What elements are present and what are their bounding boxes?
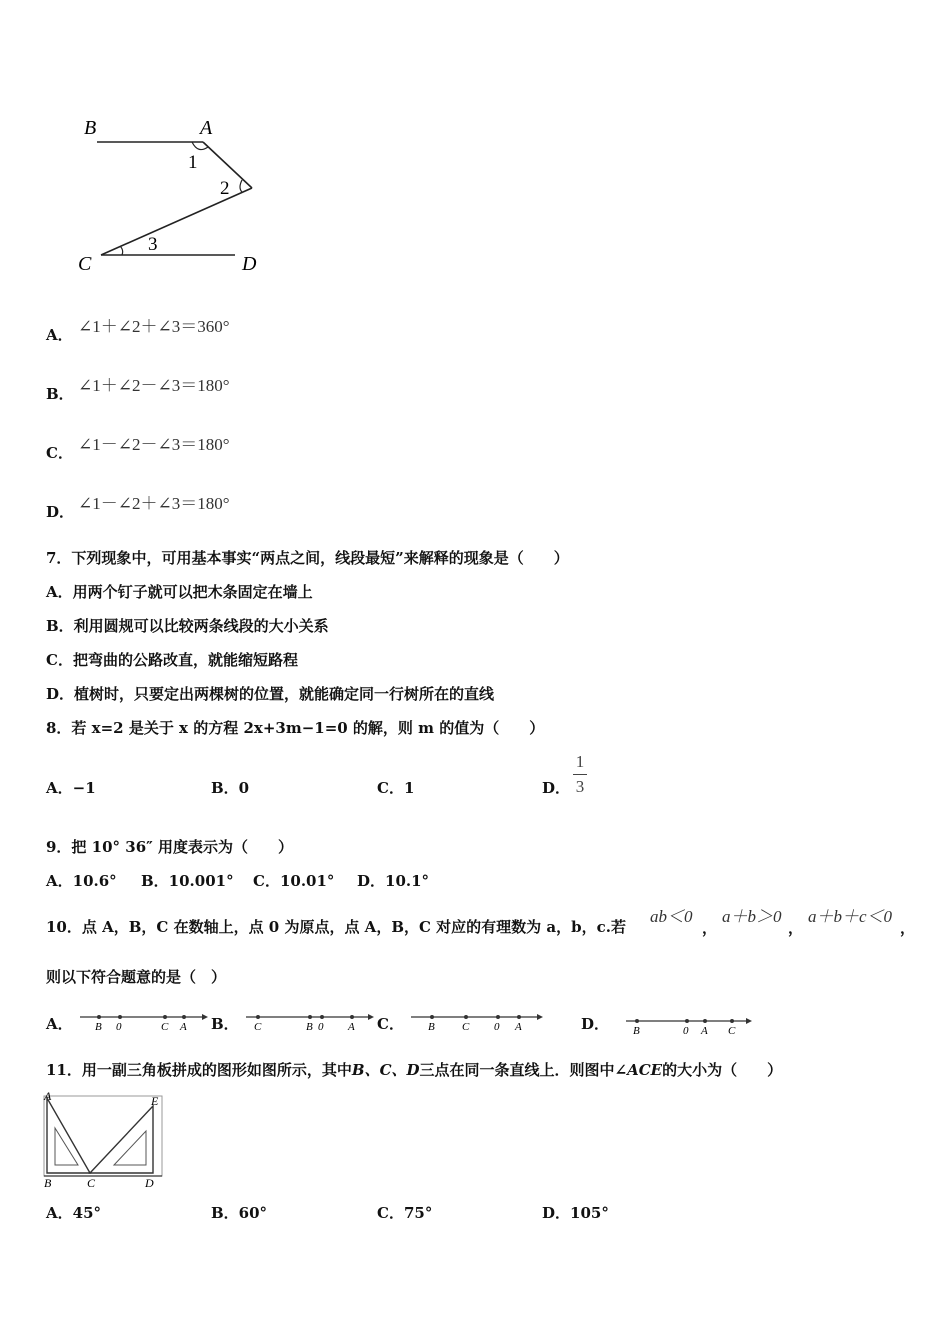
q6-option-d-expr: ∠1－∠2＋∠3＝180° xyxy=(78,494,230,513)
q11-option-a: A．45° xyxy=(46,1204,102,1222)
svg-text:B: B xyxy=(44,1176,52,1190)
svg-text:A: A xyxy=(701,1025,708,1036)
q6-option-c-expr: ∠1－∠2－∠3＝180° xyxy=(78,435,230,454)
q10-stem: 10．点 A，B，C 在数轴上，点 0 为原点，点 A，B，C 对应的有理数为 a，b，c.若 xyxy=(46,918,626,936)
fraction-bar xyxy=(573,774,587,775)
svg-text:B: B xyxy=(95,1021,102,1033)
svg-text:A: A xyxy=(44,1089,52,1103)
q6-option-c-label: C． xyxy=(46,444,73,462)
svg-text:D: D xyxy=(145,1176,154,1190)
q6-option-b-expr: ∠1＋∠2－∠3＝180° xyxy=(78,376,230,395)
q8-stem: 8．若 x=2 是关于 x 的方程 2x+3m−1=0 的解，则 m 的值为（ ） xyxy=(46,719,545,737)
q11-option-b: B．60° xyxy=(211,1204,268,1222)
svg-text:C: C xyxy=(728,1025,736,1036)
svg-text:C: C xyxy=(462,1021,470,1033)
svg-text:E: E xyxy=(151,1094,159,1108)
fraction-numerator: 1 xyxy=(575,752,585,771)
label-angle3: 3 xyxy=(148,234,158,255)
label-d: D xyxy=(242,253,257,275)
q10-numberline-a xyxy=(78,1008,210,1034)
q9-option-c: C．10.01° xyxy=(253,872,335,890)
q8-option-b: B．0 xyxy=(211,779,250,797)
svg-text:B: B xyxy=(633,1025,640,1036)
q10-cond-3: a＋b＋c＜0 xyxy=(808,907,893,926)
q10-cond-2: a＋b＞0 xyxy=(722,907,782,926)
q10-option-b-label: B． xyxy=(211,1015,239,1033)
label-angle2: 2 xyxy=(220,178,230,199)
q8-option-a: A．−1 xyxy=(46,779,96,797)
q7-option-b: B．利用圆规可以比较两条线段的大小关系 xyxy=(46,617,329,635)
label-c: C xyxy=(78,253,92,275)
q9-option-d: D．10.1° xyxy=(357,872,430,890)
q7-stem: 7．下列现象中，可用基本事实“两点之间，线段最短”来解释的现象是（ ） xyxy=(46,549,569,567)
angle2-arc xyxy=(240,180,242,192)
svg-text:C: C xyxy=(254,1021,262,1033)
q9-option-a: A．10.6° xyxy=(46,872,117,890)
label-angle1: 1 xyxy=(188,152,198,173)
q7-option-c: C．把弯曲的公路改直，就能缩短路程 xyxy=(46,651,298,669)
q10-line2: 则以下符合题意的是（ ） xyxy=(46,968,227,986)
svg-text:A: A xyxy=(515,1021,522,1033)
q10-comma-1: ， xyxy=(702,919,718,937)
angle3-arc xyxy=(120,246,123,255)
q10-option-d-label: D． xyxy=(581,1015,610,1033)
q9-stem: 9．把 10° 36″ 用度表示为（ ） xyxy=(46,838,294,856)
angle1-arc xyxy=(192,142,208,150)
label-a: A xyxy=(200,117,213,139)
q11-option-c: C．75° xyxy=(377,1204,433,1222)
q6-option-b-label: B． xyxy=(46,385,74,403)
svg-text:A: A xyxy=(348,1021,355,1033)
q10-comma-2: ， xyxy=(788,919,804,937)
q10-numberline-c xyxy=(409,1008,545,1034)
q7-option-a: A．用两个钉子就可以把木条固定在墙上 xyxy=(46,583,313,601)
svg-text:B: B xyxy=(428,1021,435,1033)
q8-option-d: D． xyxy=(542,779,571,797)
q10-comma-3: ， xyxy=(900,919,916,937)
q10-cond-1: ab＜0 xyxy=(650,907,693,926)
q11-option-d: D．105° xyxy=(542,1204,609,1222)
triangle-board-figure xyxy=(40,1088,170,1190)
q9-option-b: B．10.001° xyxy=(141,872,234,890)
svg-text:0: 0 xyxy=(116,1021,122,1033)
svg-text:0: 0 xyxy=(683,1025,689,1036)
svg-text:0: 0 xyxy=(494,1021,500,1033)
label-b: B xyxy=(84,117,97,139)
q11-stem: 11．用一副三角板拼成的图形如图所示，其中B、C、D三点在同一条直线上．则图中∠ACE的大小为（ ） xyxy=(46,1061,783,1079)
svg-text:A: A xyxy=(180,1021,187,1033)
fraction-denominator: 3 xyxy=(575,777,585,796)
q8-option-c: C．1 xyxy=(377,779,415,797)
q6-option-a-expr: ∠1＋∠2＋∠3＝360° xyxy=(78,317,230,336)
q7-option-d: D．植树时，只要定出两棵树的位置，就能确定同一行树所在的直线 xyxy=(46,685,495,703)
q10-numberline-b xyxy=(244,1008,376,1034)
q6-option-d-label: D． xyxy=(46,503,75,521)
svg-text:B: B xyxy=(306,1021,313,1033)
q8-option-d-fraction xyxy=(573,752,587,797)
q10-option-a-label: A． xyxy=(46,1015,73,1033)
q10-option-c-label: C． xyxy=(377,1015,404,1033)
svg-text:C: C xyxy=(87,1176,96,1190)
q10-numberline-d xyxy=(624,1010,756,1036)
q6-option-a-label: A． xyxy=(46,326,73,344)
svg-text:0: 0 xyxy=(318,1021,324,1033)
angle-figure xyxy=(70,110,280,280)
svg-text:C: C xyxy=(161,1021,169,1033)
